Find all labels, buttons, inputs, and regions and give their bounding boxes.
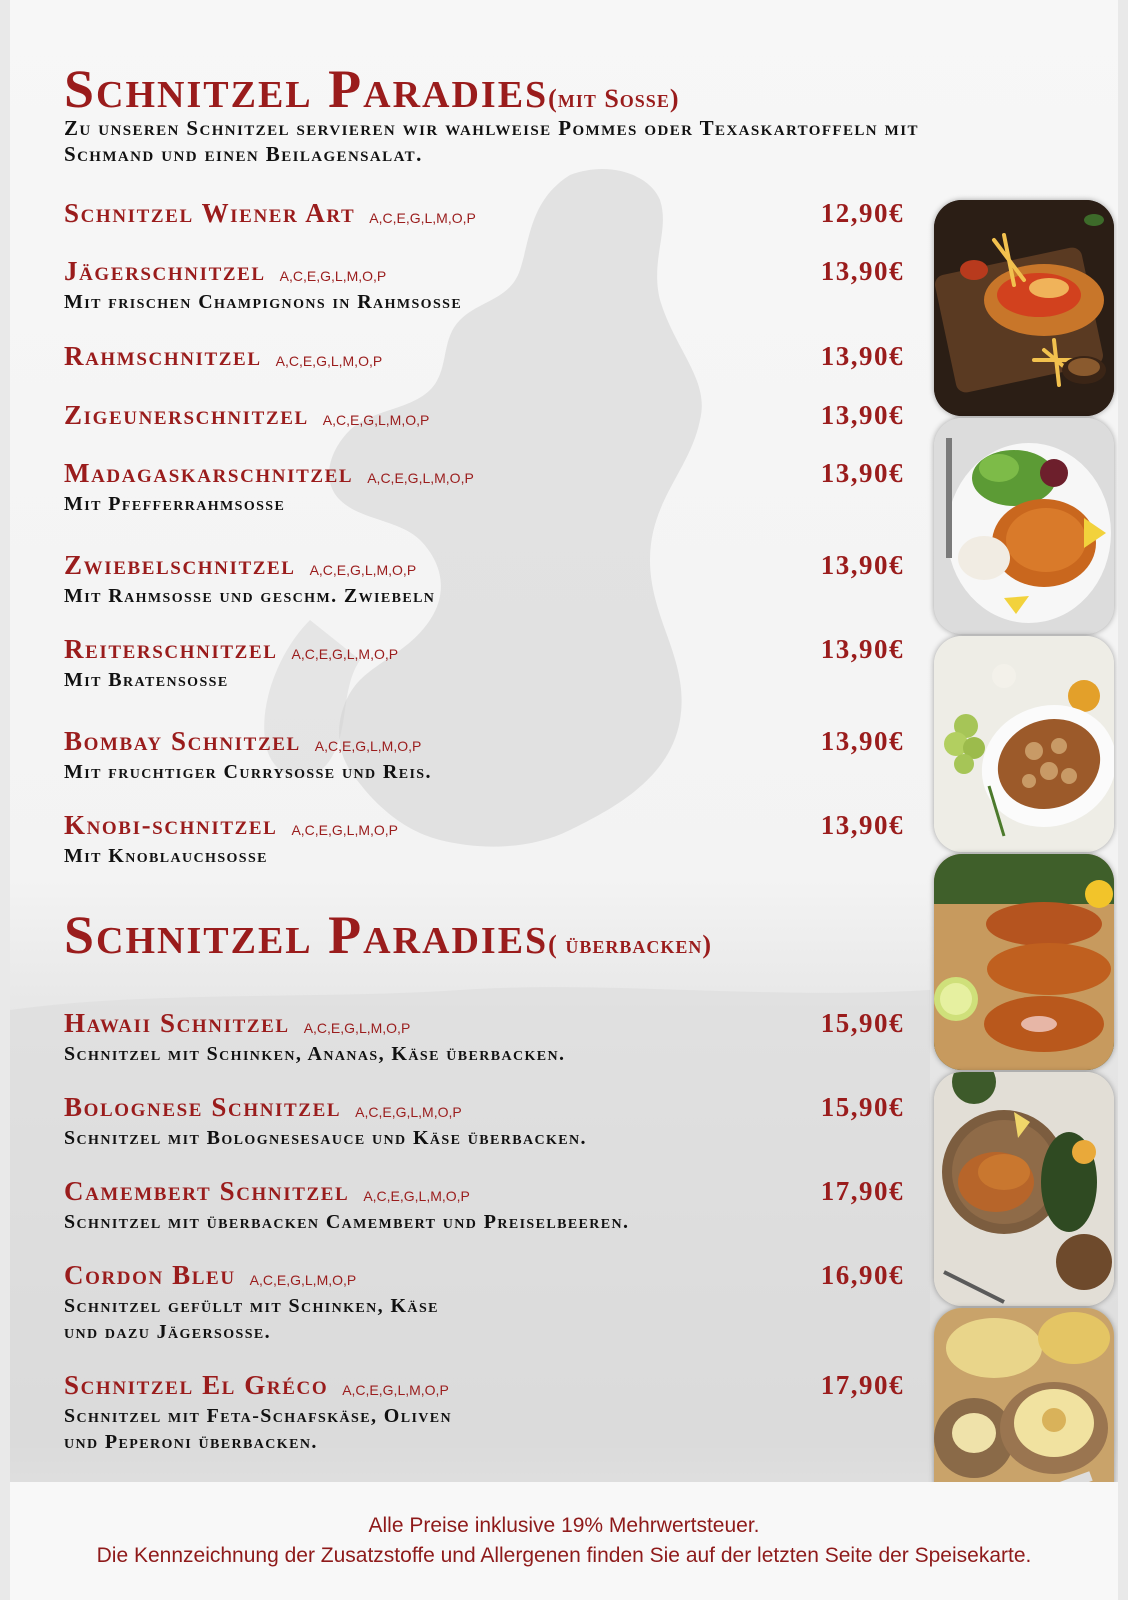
footer-allergen-note: Die Kennzeichnung der Zusatzstoffe und Allergenen finden Sie auf der letzten Seite der Speisekarte. xyxy=(96,1544,1032,1567)
footer xyxy=(10,1482,1118,1600)
item-name: Jägerschnitzel xyxy=(64,256,266,286)
item-price: 15,90€ xyxy=(820,1008,904,1038)
item-description: Mit Rahmsosse und geschm. Zwiebeln xyxy=(64,585,436,607)
item-name: Madagaskarschnitzel xyxy=(64,458,354,488)
menu-item xyxy=(64,1008,904,1067)
item-name: Hawaii Schnitzel xyxy=(64,1008,290,1038)
item-name: Reiterschnitzel xyxy=(64,634,278,664)
item-allergens: A,C,E,G,L,M,O,P xyxy=(363,1188,470,1205)
menu-page xyxy=(10,0,1118,1600)
item-description: Mit Knoblauchsosse xyxy=(64,845,268,867)
item-name: Schnitzel Wiener Art xyxy=(64,198,356,228)
menu-item xyxy=(64,1092,904,1151)
menu-item xyxy=(64,810,904,869)
menu-item xyxy=(64,634,904,693)
section-title-text: Schnitzel Paradies xyxy=(64,905,549,965)
item-allergens: A,C,E,G,L,M,O,P xyxy=(367,470,474,487)
item-name: Zwiebelschnitzel xyxy=(64,550,296,580)
item-price: 17,90€ xyxy=(820,1370,904,1400)
item-description: Mit fruchtiger Currysosse und Reis. xyxy=(64,761,432,783)
item-description: Schnitzel mit Bolognesesauce und Käse überbacken. xyxy=(64,1127,587,1149)
footer-vat-note: Alle Preise inklusive 19% Mehrwertsteuer. xyxy=(368,1514,760,1537)
item-price: 13,90€ xyxy=(820,458,904,488)
item-allergens: A,C,E,G,L,M,O,P xyxy=(355,1104,462,1121)
item-allergens: A,C,E,G,L,M,O,P xyxy=(309,562,417,579)
menu-item xyxy=(64,726,904,785)
intro-text: Zu unseren Schnitzel servieren wir wahlweise Pommes oder Texaskartoffeln mit Schmand und einen Beilagensalat. xyxy=(64,116,919,166)
food-photo-breaded-schnitzel xyxy=(934,854,1114,1070)
item-allergens: A,C,E,G,L,M,O,P xyxy=(322,412,430,429)
item-price: 13,90€ xyxy=(820,634,904,664)
item-description: Mit Bratensosse xyxy=(64,669,229,691)
food-photo-schnitzel-plate xyxy=(934,1072,1114,1306)
item-allergens: A,C,E,G,L,M,O,P xyxy=(291,646,399,663)
item-description: Mit Pfefferrahmsosse xyxy=(64,493,286,515)
item-price: 13,90€ xyxy=(820,256,904,286)
section-subtitle: (mit Sosse) xyxy=(548,84,680,113)
food-photo-wiener-schnitzel xyxy=(934,200,1114,416)
item-name: Camembert Schnitzel xyxy=(64,1176,350,1206)
item-price: 13,90€ xyxy=(820,400,904,430)
menu-item xyxy=(64,341,904,372)
item-description: Schnitzel mit Schinken, Ananas, Käse überbacken. xyxy=(64,1043,566,1065)
menu-item xyxy=(64,1370,904,1455)
item-name: Cordon Bleu xyxy=(64,1260,236,1290)
menu-item xyxy=(64,1260,904,1345)
section-title-ueberbacken xyxy=(64,904,712,966)
item-name: Rahmschnitzel xyxy=(64,341,262,371)
item-allergens: A,C,E,G,L,M,O,P xyxy=(249,1272,357,1289)
item-allergens: A,C,E,G,L,M,O,P xyxy=(303,1020,411,1037)
item-description: Schnitzel mit Feta-Schafskäse, Oliven und Peperoni überbacken. xyxy=(64,1405,453,1453)
menu-item xyxy=(64,550,904,609)
item-description: Mit frischen Champignons in Rahmsosse xyxy=(64,291,463,313)
menu-item xyxy=(64,400,904,431)
item-price: 13,90€ xyxy=(820,726,904,756)
item-price: 12,90€ xyxy=(820,198,904,228)
section-title-text: Schnitzel Paradies xyxy=(64,59,549,119)
item-price: 16,90€ xyxy=(820,1260,904,1290)
item-allergens: A,C,E,G,L,M,O,P xyxy=(291,822,399,839)
item-price: 15,90€ xyxy=(820,1092,904,1122)
section-title-mit-sosse xyxy=(64,58,679,120)
item-allergens: A,C,E,G,L,M,O,P xyxy=(342,1382,449,1399)
food-photo-mushroom-schnitzel xyxy=(934,636,1114,852)
item-allergens: A,C,E,G,L,M,O,P xyxy=(275,353,383,370)
menu-item xyxy=(64,198,904,229)
section-subtitle: ( überbacken) xyxy=(548,930,713,959)
item-price: 13,90€ xyxy=(820,550,904,580)
item-allergens: A,C,E,G,L,M,O,P xyxy=(279,268,387,285)
food-photo-schnitzel-salad xyxy=(934,418,1114,634)
item-allergens: A,C,E,G,L,M,O,P xyxy=(314,738,422,755)
menu-item xyxy=(64,1176,904,1235)
item-price: 13,90€ xyxy=(820,341,904,371)
item-name: Schnitzel El Gréco xyxy=(64,1370,329,1400)
item-description: Schnitzel mit überbacken Camembert und Preiselbeeren. xyxy=(64,1211,630,1233)
item-name: Knobi-schnitzel xyxy=(64,810,278,840)
item-price: 13,90€ xyxy=(820,810,904,840)
item-description: Schnitzel gefüllt mit Schinken, Käse und dazu Jägersosse. xyxy=(64,1295,439,1343)
item-allergens: A,C,E,G,L,M,O,P xyxy=(369,210,476,227)
item-price: 17,90€ xyxy=(820,1176,904,1206)
item-name: Zigeunerschnitzel xyxy=(64,400,309,430)
item-name: Bombay Schnitzel xyxy=(64,726,301,756)
menu-item xyxy=(64,458,904,517)
item-name: Bolognese Schnitzel xyxy=(64,1092,342,1122)
menu-item xyxy=(64,256,904,315)
